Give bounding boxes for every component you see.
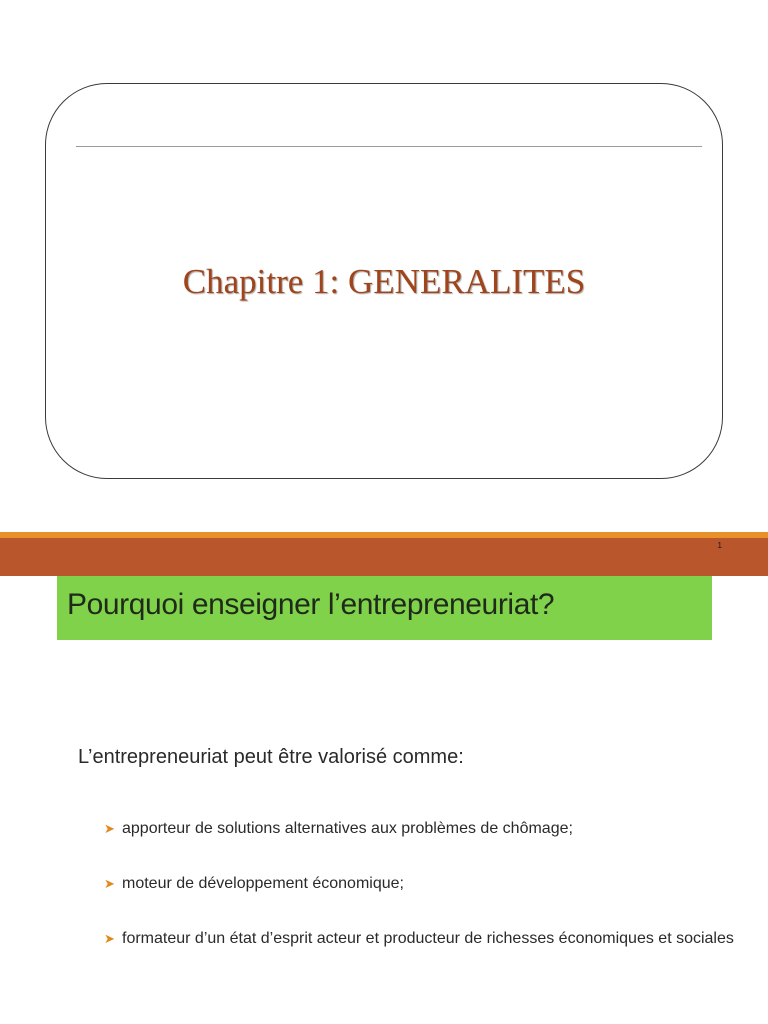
- heading-bar: [57, 576, 712, 640]
- arrow-bullet-icon: ➤: [104, 876, 115, 891]
- arrow-bullet-icon: ➤: [104, 821, 115, 836]
- bullet-text: formateur d’un état d’esprit acteur et producteur de richesses économiques et sociales: [122, 930, 734, 947]
- bullet-item: [104, 928, 744, 950]
- slide-divider-accent: [0, 532, 768, 538]
- title-placeholder-box: [45, 83, 723, 479]
- intro-text: L’entrepreneuriat peut être valorisé comme:: [78, 746, 464, 768]
- slide-number: 1: [717, 541, 722, 550]
- bullet-text: apporteur de solutions alternatives aux problèmes de chômage;: [122, 820, 573, 837]
- arrow-bullet-icon: ➤: [104, 931, 115, 946]
- bullet-item: [104, 818, 744, 840]
- slide-heading: Pourquoi enseigner l’entrepreneuriat?: [67, 588, 555, 621]
- bullet-list: [104, 818, 744, 950]
- bullet-item: [104, 873, 744, 895]
- chapter-title: Chapitre 1: GENERALITES: [182, 262, 586, 301]
- slide-2: [0, 576, 768, 1024]
- slide-divider-band: [0, 532, 768, 576]
- title-divider-line: [76, 146, 702, 147]
- bullet-text: moteur de développement économique;: [122, 875, 404, 892]
